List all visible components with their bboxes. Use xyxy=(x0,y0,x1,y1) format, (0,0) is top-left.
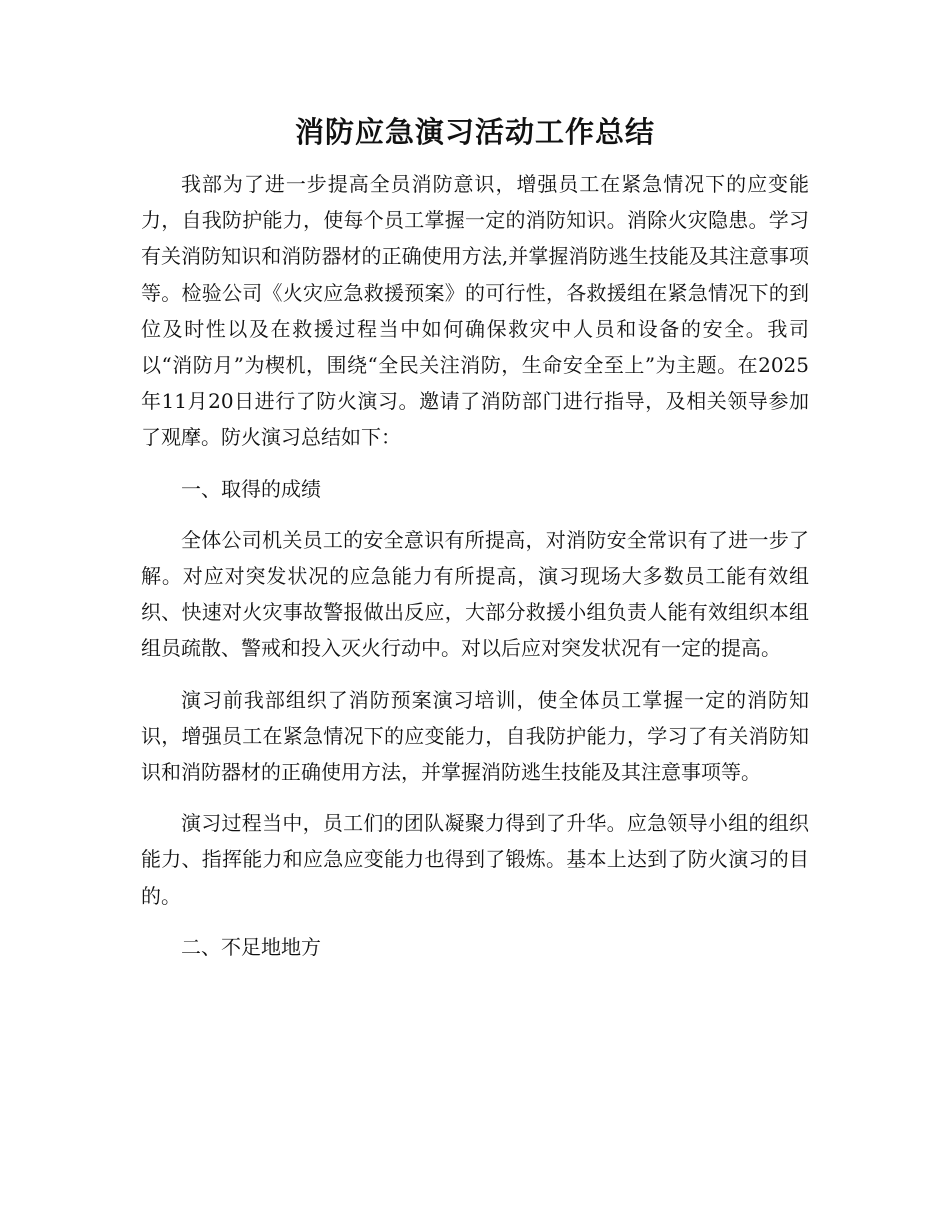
paragraph-training: 演习前我部组织了消防预案演习培训，使全体员工掌握一定的消防知识，增强员工在紧急情况下的应变能力，自我防护能力，学习了有关消防知识和消防器材的正确使用方法，并掌握消防逃生技能及其注意事项等。 xyxy=(141,687,809,785)
paragraph-teamwork: 演习过程当中，员工们的团队凝聚力得到了升华。应急领导小组的组织能力、指挥能力和应急应变能力也得到了锻炼。基本上达到了防火演习的目的。 xyxy=(141,811,809,908)
document-title: 消防应急演习活动工作总结 xyxy=(294,115,655,149)
document-body xyxy=(141,166,809,980)
paragraph-intro: 我部为了进一步提高全员消防意识，增强员工在紧急情况下的应变能力，自我防护能力，使每个员工掌握一定的消防知识。消除火灾隐患。学习有关消防知识和消防器材的正确使用方法,并掌握消防逃生技能及其注意事项等。检验公司《火灾应急救援预案》的可行性，各救援组在紧急情况下的到位及时性以及在救援过程当中如何确保救灾中人员和设备的安全。我司以“消防月”为楔机，围绕“全民关注消防，生命安全至上”为主题。在2025年11月20日进行了防火演习。邀请了消防部门进行指导，及相关领导参加了观摩。防火演习总结如下： xyxy=(141,172,809,450)
paragraph-achievements: 全体公司机关员工的安全意识有所提高，对消防安全常识有了进一步了解。对应对突发状况的应急能力有所提高，演习现场大多数员工能有效组织、快速对火灾事故警报做出反应，大部分救援小组负责人能有效组织本组组员疏散、警戒和投入灭火行动中。对以后应对突发状况有一定的提高。 xyxy=(141,527,809,661)
section-heading-achievements: 一、取得的成绩 xyxy=(181,476,321,501)
section-heading-shortcomings: 二、不足地地方 xyxy=(181,934,321,959)
